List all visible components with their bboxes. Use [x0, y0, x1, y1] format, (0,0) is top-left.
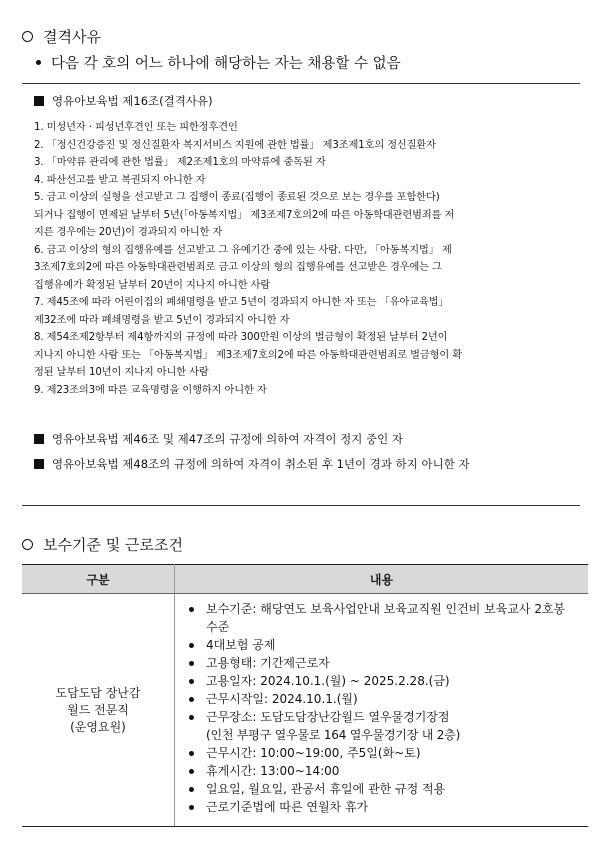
disqualification-items — [34, 119, 574, 399]
bullet-dot-icon — [189, 607, 194, 612]
black-square-icon — [34, 459, 44, 469]
item-line: 지른 경우에는 20년)이 경과되지 아니한 자 — [34, 227, 223, 238]
hollow-circle-icon — [22, 539, 33, 550]
item-line: 6. 금고 이상의 형의 집행유예를 선고받고 그 유예기간 중에 있는 사람. 다만, 「아동복지법」 제 — [34, 244, 452, 256]
bullet-dot-icon — [189, 661, 194, 666]
list-item: 근무장소: 도담도담장난감월드 열우물경기장점 — [189, 708, 580, 726]
law-heading — [34, 93, 213, 109]
bullet-dot-icon — [189, 715, 194, 720]
category-line: (운영요원) — [70, 719, 126, 734]
item-line: 되거나 집행이 면제된 날부터 5년(「아동복지법」 제3조제7호의2에 따른 아동학대관련범죄를 저 — [34, 209, 455, 221]
extra-2-text: 영유아보육법 제48조의 규정에 의하여 자격이 취소된 후 1년이 경과 하지 아니한 자 — [52, 457, 470, 471]
pay-section-title — [22, 534, 183, 555]
item-line: 5. 금고 이상의 실형을 선고받고 그 집행이 종료(집행이 종료된 것으로 보는 경우를 포함한다) — [34, 192, 440, 203]
disqualification-title: 결격사유 — [43, 28, 101, 46]
bullet-dot-icon — [36, 60, 41, 65]
list-item: 근로기준법에 따른 연월차 휴가 — [189, 798, 580, 816]
bullet-dot-icon — [189, 787, 194, 792]
bullet-dot-icon — [189, 805, 194, 810]
bullet-dot-icon — [189, 697, 194, 702]
item-line: 8. 제54조제2항부터 제4항까지의 규정에 따라 300만원 이상의 벌금형이 확정된 날부터 2년이 — [34, 332, 448, 343]
bullet-dot-icon — [189, 769, 194, 774]
item-line: 4. 파산선고를 받고 복권되지 아니한 자 — [34, 174, 206, 186]
item-line: 집행유예가 확정된 날부터 20년이 지나지 아니한 사람 — [34, 279, 271, 291]
lead-text: 다음 각 호의 어느 하나에 해당하는 자는 채용할 수 없음 — [51, 56, 401, 72]
item-line: 지나지 아니한 사람 또는 「아동복지법」 제3조제7호의2에 따른 아동학대관련범죄로 벌금형이 확 — [34, 349, 462, 361]
list-item: 보수기준: 해당연도 보육사업안내 보육교직원 인건비 보육교사 2호봉 수준 — [189, 600, 580, 636]
list-item: 고용형태: 기간제근로자 — [189, 654, 580, 672]
hollow-circle-icon — [22, 31, 33, 42]
list-item: 휴게시간: 13:00~14:00 — [189, 762, 580, 780]
bullet-dot-icon — [189, 643, 194, 648]
item-line: 제32조에 따라 폐쇄명령을 받고 5년이 경과되지 아니한 자 — [34, 314, 290, 326]
item-line: 3. 「마약류 관리에 관한 법률」 제2조제1호의 마약류에 중독된 자 — [34, 157, 326, 168]
extra-disqualification-1 — [34, 429, 574, 450]
pay-conditions-table — [22, 564, 588, 827]
extra-disqualification-2 — [34, 454, 574, 475]
list-item: 근무시간: 10:00~19:00, 주5일(화~토) — [189, 744, 580, 762]
table-row — [22, 594, 588, 827]
bullet-dot-icon — [189, 679, 194, 684]
category-line: 도담도담 장난감 — [55, 685, 141, 700]
divider-bottom — [22, 505, 580, 506]
conditions-list — [189, 600, 580, 816]
list-item: 4대보험 공제 — [189, 636, 580, 654]
item-line: 1. 미성년자 · 피성년후견인 또는 피한정후견인 — [34, 122, 238, 133]
content-cell — [175, 594, 589, 827]
extra-1-text: 영유아보육법 제46조 및 제47조의 규정에 의하여 자격이 정지 중인 자 — [52, 432, 403, 446]
header-category: 구분 — [22, 565, 175, 594]
black-square-icon — [34, 434, 44, 444]
list-item: 일요일, 월요일, 관공서 휴일에 관한 규정 적용 — [189, 780, 580, 798]
disqualification-section-title — [22, 26, 101, 47]
item-line: 7. 제45조에 따라 어린이집의 폐쇄명령을 받고 5년이 경과되지 아니한 자 또는 「유아교육법」 — [34, 297, 449, 308]
item-line: 9. 제23조의3에 따른 교육명령을 이행하지 아니한 자 — [34, 384, 267, 396]
category-cell — [22, 594, 175, 827]
list-item: 고용일자: 2024.10.1.(월) ~ 2025.2.28.(금) — [189, 672, 580, 690]
category-line: 월드 전문직 — [67, 702, 129, 717]
list-item: 근무시작일: 2024.10.1.(월) — [189, 690, 580, 708]
bullet-dot-icon — [189, 751, 194, 756]
item-line: 3조제7호의2에 따른 아동학대관련범죄로 금고 이상의 형의 집행유예를 선고받은 경우에는 그 — [34, 262, 442, 273]
law-heading-text: 영유아보육법 제16조(결격사유) — [52, 94, 213, 108]
black-square-icon — [34, 96, 44, 106]
disqualification-lead — [36, 52, 401, 73]
table-header-row — [22, 565, 588, 594]
pay-title: 보수기준 및 근로조건 — [43, 536, 183, 554]
location-note: (인천 부평구 열우물로 164 열우물경기장 내 2층) — [206, 728, 461, 742]
header-content: 내용 — [175, 565, 589, 594]
item-line: 2. 「정신건강증진 및 정신질환자 복지서비스 지원에 관한 법률」 제3조제1호의 정신질환자 — [34, 139, 436, 151]
divider-top — [22, 83, 580, 84]
item-line: 정된 날부터 10년이 지나지 아니한 사람 — [34, 367, 209, 378]
